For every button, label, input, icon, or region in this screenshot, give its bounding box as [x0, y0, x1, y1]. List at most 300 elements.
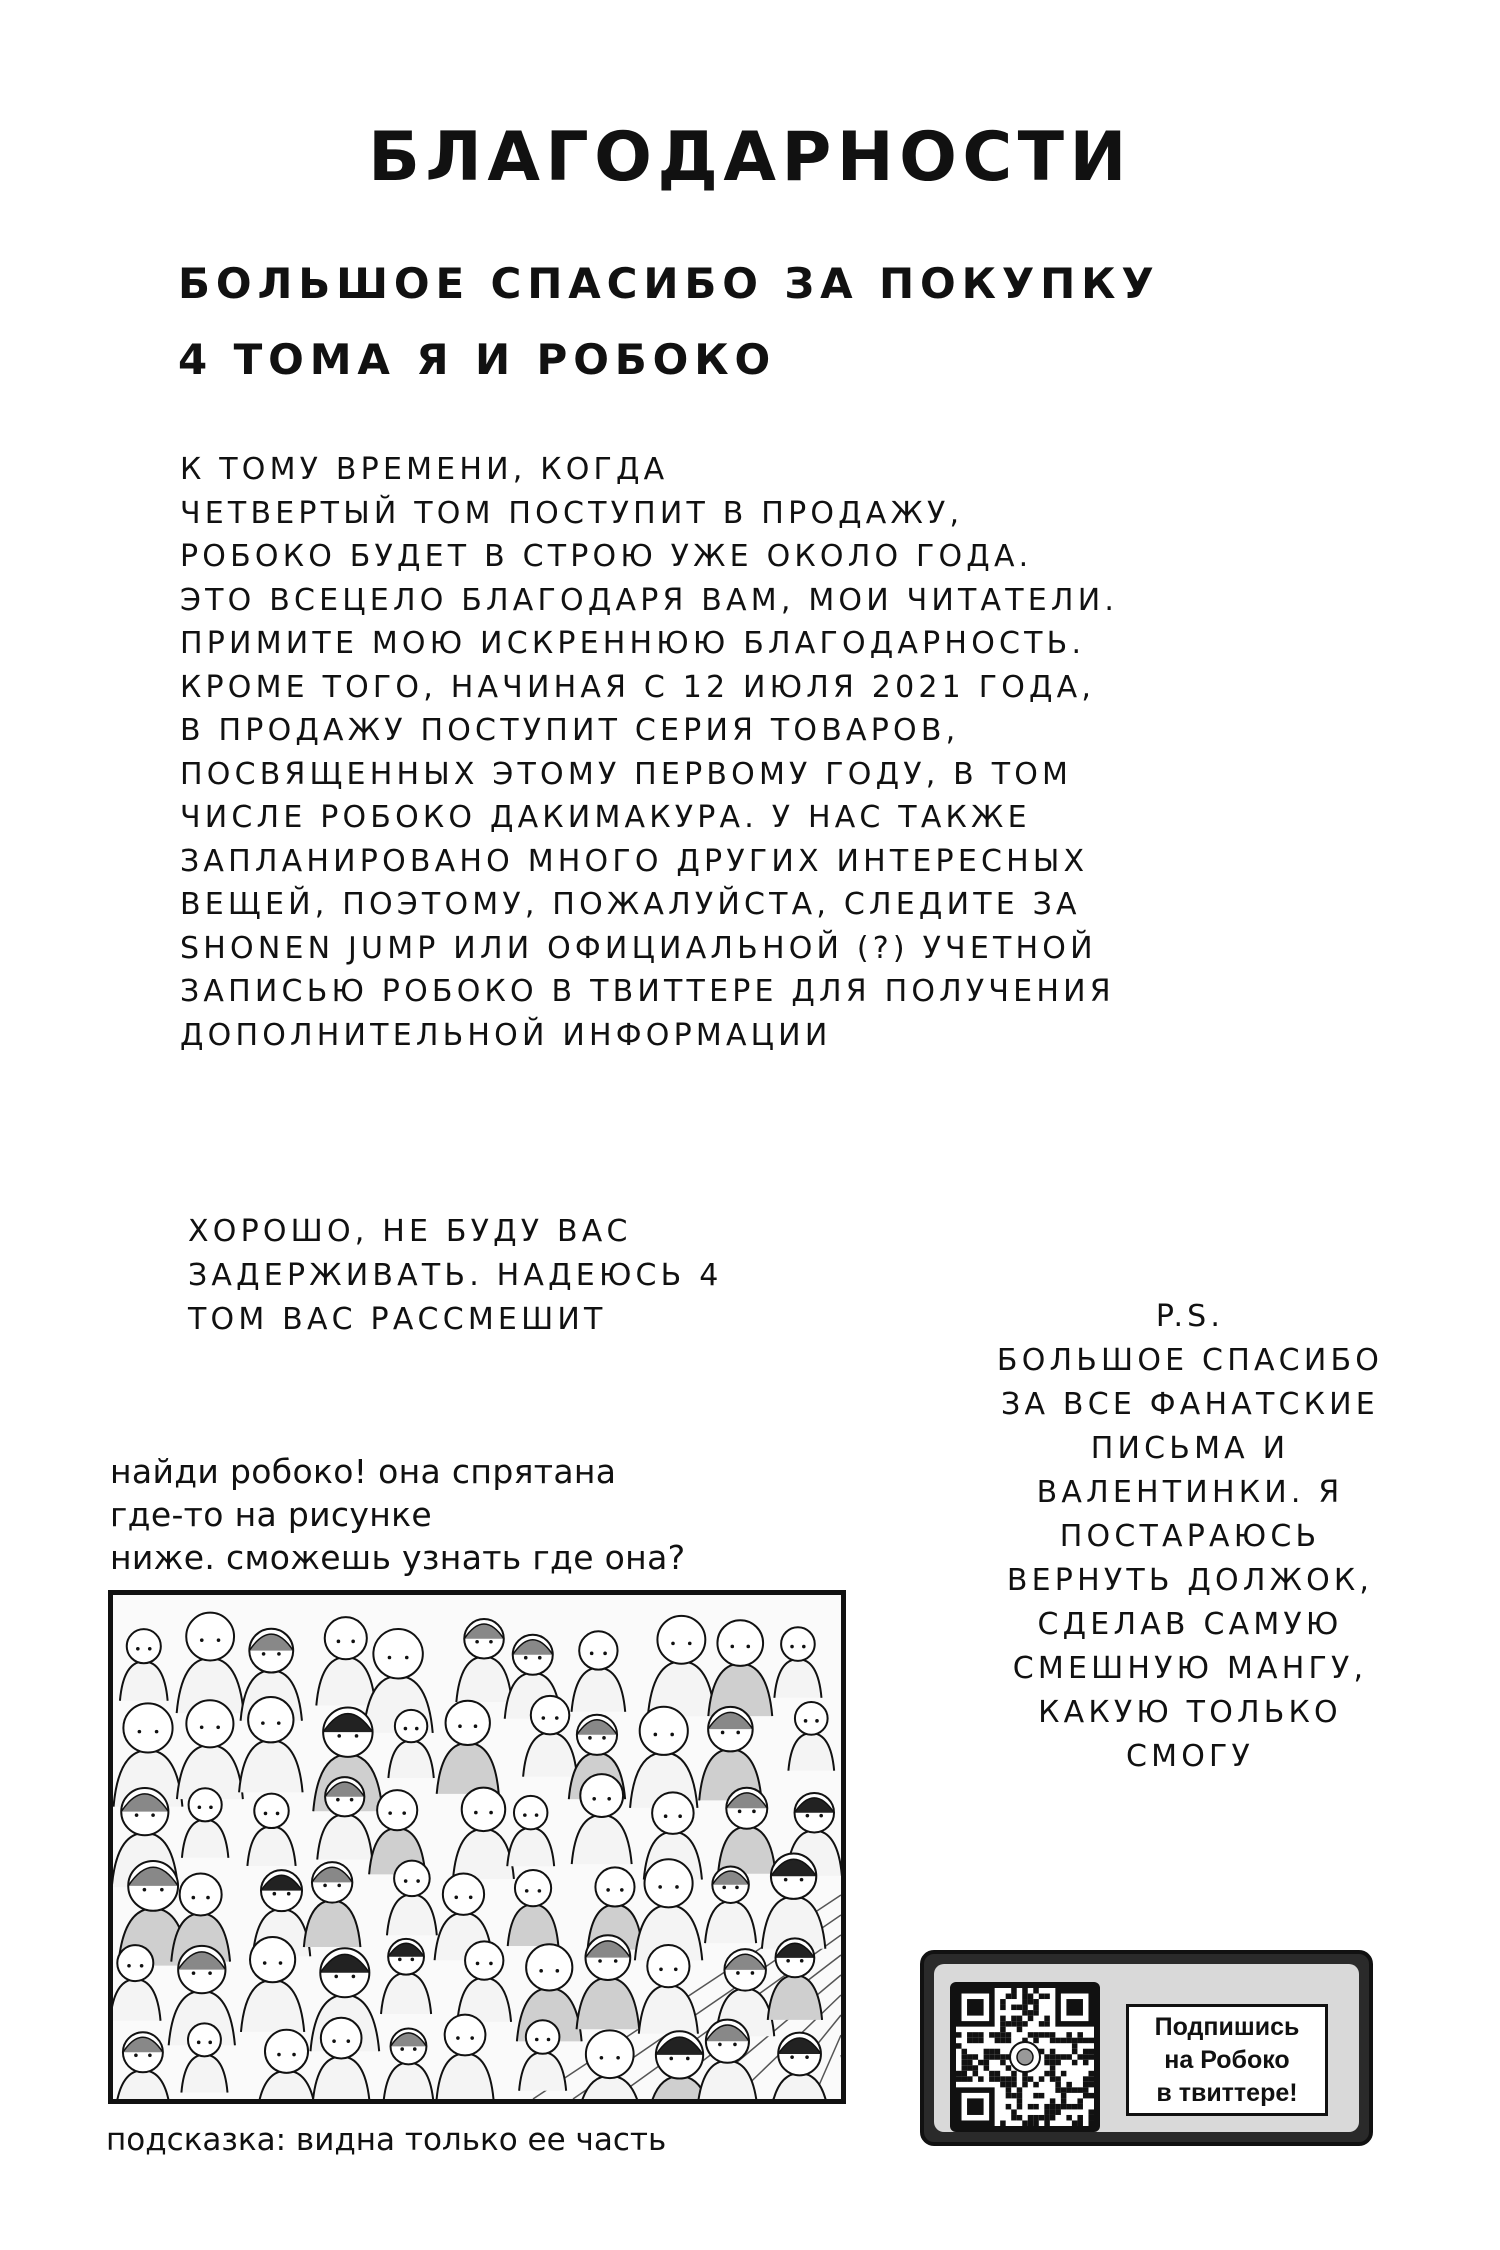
- person-head: [652, 1792, 694, 1834]
- person-eye: [200, 1638, 204, 1642]
- qr-module: [962, 2049, 968, 2055]
- qr-module: [967, 2060, 973, 2066]
- person-head: [394, 1861, 430, 1897]
- subtitle-line: 4 ТОМА Я И РОБОКО: [178, 335, 777, 384]
- person-body: [523, 1732, 577, 1776]
- person-eye: [606, 1888, 610, 1892]
- qr-module: [1011, 1994, 1017, 2000]
- person-eye: [806, 1814, 810, 1818]
- person-body: [316, 1657, 375, 1705]
- person-eye: [539, 1969, 543, 1973]
- qr-module: [1000, 2082, 1006, 2088]
- closing-note: [188, 1210, 888, 1342]
- person-eye: [155, 1730, 159, 1734]
- qr-module: [1044, 1994, 1050, 2000]
- qr-module: [1077, 2115, 1083, 2121]
- person-head: [180, 1873, 222, 1915]
- person-eye: [721, 1731, 725, 1735]
- person-eye: [733, 2043, 737, 2047]
- qr-module: [1000, 2060, 1006, 2066]
- qr-module: [1011, 2093, 1017, 2099]
- qr-module: [1066, 2054, 1072, 2060]
- person-head: [127, 1629, 161, 1663]
- qr-module: [1044, 2060, 1050, 2066]
- person-body: [256, 2071, 316, 2099]
- qr-module: [1055, 2060, 1061, 2066]
- person-eye: [273, 1892, 277, 1896]
- body-paragraph: [180, 448, 1300, 1057]
- person-head: [640, 1707, 688, 1755]
- qr-module: [989, 2054, 995, 2060]
- body-line: ЧИСЛЕ РОБОКО ДАКИМАКУРА. У НАС ТАКЖЕ: [180, 800, 1031, 835]
- person-eye: [334, 1975, 338, 1979]
- person-eye: [751, 1971, 755, 1975]
- qr-module: [1039, 2076, 1045, 2082]
- body-line: КРОМЕ ТОГО, НАЧИНАЯ С 12 ИЮЛЯ 2021 ГОДА,: [180, 669, 1096, 705]
- qr-module: [1055, 2076, 1061, 2082]
- qr-module: [995, 2049, 1001, 2055]
- qr-module: [1017, 2115, 1023, 2121]
- subscribe-label-box: [1126, 2004, 1328, 2116]
- person-eye: [208, 2041, 212, 2045]
- person-eye: [718, 2043, 722, 2047]
- body-line: ЗАПЛАНИРОВАНО МНОГО ДРУГИХ ИНТЕРЕСНЫХ: [180, 843, 1089, 879]
- qr-module: [1000, 2076, 1006, 2082]
- qr-module: [1000, 2027, 1006, 2033]
- qr-module: [1033, 1988, 1039, 1994]
- person-body: [182, 1820, 228, 1858]
- qr-module: [967, 2065, 973, 2071]
- person-eye: [607, 1797, 611, 1801]
- person-head: [645, 1859, 693, 1907]
- qr-module: [1088, 2120, 1094, 2126]
- person-eye: [688, 1642, 692, 1646]
- qr-module: [1000, 2016, 1006, 2022]
- person-eye: [261, 1721, 265, 1725]
- qr-module: [1083, 2054, 1089, 2060]
- body-line: ДОПОЛНИТЕЛЬНОЙ ИНФОРМАЦИИ: [180, 1017, 832, 1053]
- person-eye: [332, 2039, 336, 2043]
- qr-module: [1050, 2060, 1056, 2066]
- qr-module: [978, 2060, 984, 2066]
- qr-module: [1055, 2104, 1061, 2110]
- qr-module: [1077, 2098, 1083, 2104]
- person-eye: [337, 1884, 341, 1888]
- qr-module: [1050, 2038, 1056, 2044]
- qr-module: [1033, 2038, 1039, 2044]
- person-eye: [287, 1892, 291, 1896]
- qr-module: [1017, 2104, 1023, 2110]
- ps-line: КАКУЮ ТОЛЬКО: [1038, 1695, 1342, 1730]
- qr-module: [1022, 1988, 1028, 1994]
- page-title: БЛАГОДАРНОСТИ: [368, 118, 1132, 197]
- ps-line: СДЕЛАВ САМУЮ: [1037, 1607, 1343, 1642]
- person-eye: [404, 1727, 408, 1731]
- qr-module: [1000, 1999, 1006, 2005]
- qr-module: [1044, 2104, 1050, 2110]
- qr-module: [1072, 2087, 1078, 2093]
- person-eye: [337, 1640, 341, 1644]
- person-body: [456, 1657, 511, 1702]
- qr-module: [973, 2032, 979, 2038]
- person-head: [186, 1613, 234, 1661]
- qr-module: [1017, 2087, 1023, 2093]
- person-eye: [786, 1959, 790, 1963]
- qr-module: [1055, 2038, 1061, 2044]
- person-body: [519, 2052, 566, 2091]
- person-eye: [671, 1642, 675, 1646]
- qr-module: [1066, 2104, 1072, 2110]
- ps-line: ВЕРНУТЬ ДОЛЖОК,: [1006, 1563, 1374, 1598]
- person-head: [248, 1697, 293, 1742]
- body-line: РОБОКО БУДЕТ В СТРОЮ УЖЕ ОКОЛО ГОДА.: [180, 539, 1033, 574]
- person-body: [239, 1740, 303, 1792]
- qr-module: [1006, 2093, 1012, 2099]
- qr-module: [1011, 2109, 1017, 2115]
- qr-module: [956, 2071, 962, 2077]
- person-eye: [819, 1814, 823, 1818]
- person-eye: [489, 1640, 493, 1644]
- person-eye: [616, 2056, 620, 2060]
- qr-module: [1061, 2098, 1067, 2104]
- person-eye: [355, 1734, 359, 1738]
- subscribe-label: [1155, 2011, 1300, 2110]
- qr-module: [1088, 2071, 1094, 2077]
- person-eye: [208, 1971, 212, 1975]
- qr-module: [995, 2032, 1001, 2038]
- qr-module: [1039, 2115, 1045, 2121]
- qr-module: [1017, 2005, 1023, 2011]
- qr-module: [967, 2054, 973, 2060]
- qr-module: [1072, 2060, 1078, 2066]
- qr-module: [967, 2038, 973, 2044]
- qr-module: [1006, 2038, 1012, 2044]
- qr-module: [1044, 2054, 1050, 2060]
- postscript: [890, 1295, 1490, 1779]
- qr-module: [1033, 1999, 1039, 2005]
- ps-line: P.S.: [1155, 1299, 1225, 1334]
- person-eye: [264, 1812, 268, 1816]
- person-body: [774, 1659, 821, 1698]
- person-eye: [620, 1888, 624, 1892]
- person-eye: [555, 1716, 559, 1720]
- qr-module: [1028, 2104, 1034, 2110]
- person-body: [577, 1978, 640, 2029]
- person-head: [250, 1937, 295, 1982]
- person-body: [788, 1733, 834, 1771]
- person-eye: [350, 1798, 354, 1802]
- person-head: [580, 1774, 623, 1817]
- qr-module: [1017, 2016, 1023, 2022]
- qr-module: [978, 2076, 984, 2082]
- person-head: [395, 1710, 427, 1742]
- qr-module: [989, 2049, 995, 2055]
- person-eye: [614, 1959, 618, 1963]
- qr-finder-core: [967, 2098, 984, 2115]
- qr-module: [1028, 2016, 1034, 2022]
- qr-module: [1000, 2032, 1006, 2038]
- qr-finder-core: [967, 1999, 984, 2016]
- qr-module: [1039, 2032, 1045, 2038]
- person-eye: [790, 2055, 794, 2059]
- qr-module: [1044, 2016, 1050, 2022]
- person-head: [781, 1627, 815, 1661]
- qr-module: [1017, 2027, 1023, 2033]
- person-eye: [198, 1805, 202, 1809]
- person-eye: [388, 1656, 392, 1660]
- qr-module: [1088, 2038, 1094, 2044]
- qr-module: [1006, 1994, 1012, 2000]
- qr-module: [1033, 2005, 1039, 2011]
- person-eye: [802, 1645, 806, 1649]
- qr-module: [1022, 2021, 1028, 2027]
- person-eye: [337, 1734, 341, 1738]
- person-eye: [489, 1962, 493, 1966]
- person-eye: [722, 1886, 726, 1890]
- person-eye: [469, 1895, 473, 1899]
- qr-module: [1050, 2049, 1056, 2055]
- person-body: [697, 2061, 757, 2099]
- person-eye: [669, 2057, 673, 2061]
- qr-module: [995, 2071, 1001, 2077]
- closing-line: ЗАДЕРЖИВАТЬ. НАДЕЮСЬ 4: [188, 1258, 723, 1293]
- person-eye: [277, 1652, 281, 1656]
- qr-module: [1044, 2071, 1050, 2077]
- qr-module: [989, 2071, 995, 2077]
- person-eye: [800, 1878, 804, 1882]
- qr-module: [1077, 2032, 1083, 2038]
- qr-module: [956, 2043, 962, 2049]
- crowd-drawing: [113, 1595, 841, 2099]
- find-caption: [110, 1450, 810, 1579]
- qr-module: [1044, 2021, 1050, 2027]
- body-line: SHONEN JUMP ИЛИ ОФИЦИАЛЬНОЙ (?) УЧЕТНОЙ: [180, 930, 1097, 966]
- person-eye: [476, 1962, 480, 1966]
- qr-module: [1044, 2032, 1050, 2038]
- person-eye: [804, 1719, 808, 1723]
- person-eye: [136, 1647, 140, 1651]
- qr-module: [1077, 2104, 1083, 2110]
- person-body: [241, 1980, 304, 2032]
- person-eye: [206, 1896, 210, 1900]
- qr-module: [1055, 2087, 1061, 2093]
- person-eye: [456, 2036, 460, 2040]
- qr-module: [962, 2065, 968, 2071]
- qr-module: [1077, 2054, 1083, 2060]
- ps-line: СМОГУ: [1125, 1739, 1255, 1774]
- qr-module: [962, 2054, 968, 2060]
- qr-module: [1061, 2071, 1067, 2077]
- person-body: [387, 1894, 437, 1935]
- qr-module: [1000, 2038, 1006, 2044]
- person-head: [647, 1945, 689, 1987]
- qr-module: [1028, 2120, 1034, 2126]
- qr-module: [1050, 2076, 1056, 2082]
- body-line: ВЕЩЕЙ, ПОЭТОМУ, ПОЖАЛУЙСТА, СЛЕДИТЕ ЗА: [180, 887, 1081, 922]
- person-eye: [736, 1731, 740, 1735]
- person-eye: [192, 1971, 196, 1975]
- person-eye: [148, 1647, 152, 1651]
- person-eye: [347, 2039, 351, 2043]
- qr-module: [984, 2060, 990, 2066]
- qr-module: [1017, 2098, 1023, 2104]
- person-eye: [192, 1896, 196, 1900]
- person-head: [586, 2030, 634, 2078]
- person-eye: [538, 1656, 542, 1660]
- qr-module: [1000, 2120, 1006, 2126]
- qr-module: [1083, 2087, 1089, 2093]
- qr-module: [967, 2032, 973, 2038]
- qr-module: [1017, 2093, 1023, 2099]
- qr-module: [1028, 2076, 1034, 2082]
- qr-module: [1077, 2120, 1083, 2126]
- qr-module: [956, 2032, 962, 2038]
- person-body: [639, 1985, 698, 2034]
- person-head: [377, 1790, 417, 1830]
- qr-module: [967, 2076, 973, 2082]
- qr-module: [1006, 2076, 1012, 2082]
- person-eye: [474, 1811, 478, 1815]
- qr-module: [995, 2038, 1001, 2044]
- person-head: [595, 1867, 634, 1906]
- person-eye: [475, 1640, 479, 1644]
- person-eye: [276, 1812, 280, 1816]
- person-eye: [815, 1719, 819, 1723]
- person-body: [507, 1828, 554, 1867]
- person-eye: [216, 1726, 220, 1730]
- person-head: [579, 1631, 617, 1669]
- qr-module: [1000, 2021, 1006, 2027]
- body-line: К ТОМУ ВРЕМЕНИ, КОГДА: [180, 452, 669, 487]
- qr-module: [1006, 2065, 1012, 2071]
- qr-module: [1066, 2032, 1072, 2038]
- qr-module: [1022, 2076, 1028, 2082]
- closing-line: ТОМ ВАС РАССМЕШИТ: [188, 1302, 607, 1337]
- person-head: [515, 1870, 551, 1906]
- qr-module: [1050, 2115, 1056, 2121]
- qr-module: [1000, 2054, 1006, 2060]
- qr-module: [1088, 2115, 1094, 2121]
- person-eye: [735, 1886, 739, 1890]
- person-eye: [738, 1810, 742, 1814]
- subscribe-line: в твиттере!: [1156, 2078, 1298, 2107]
- qr-module: [1044, 2109, 1050, 2115]
- qr-module: [1028, 2115, 1034, 2121]
- person-eye: [277, 1721, 281, 1725]
- person-eye: [674, 1967, 678, 1971]
- qr-module: [1083, 2049, 1089, 2055]
- person-eye: [138, 1730, 142, 1734]
- qr-module: [1083, 2082, 1089, 2088]
- qr-module: [973, 2054, 979, 2060]
- qr-module: [1033, 2104, 1039, 2110]
- qr-module: [1028, 1999, 1034, 2005]
- qr-logo-face: [1017, 2049, 1033, 2065]
- person-eye: [805, 2055, 809, 2059]
- twitter-subscribe-card[interactable]: [920, 1950, 1373, 2146]
- person-eye: [535, 1813, 539, 1817]
- qr-module: [1083, 2038, 1089, 2044]
- person-head: [123, 1703, 172, 1752]
- person-head: [325, 1617, 367, 1659]
- ps-line: БОЛЬШОЕ СПАСИБО: [996, 1343, 1384, 1378]
- qr-module: [1022, 2005, 1028, 2011]
- person-body: [388, 1741, 433, 1778]
- qr-code[interactable]: [950, 1982, 1100, 2132]
- qr-module: [973, 2065, 979, 2071]
- person-eye: [416, 1879, 420, 1883]
- person-head: [531, 1696, 569, 1734]
- person-eye: [413, 2047, 417, 2051]
- qr-module: [1088, 2054, 1094, 2060]
- qr-module: [1055, 2054, 1061, 2060]
- person-eye: [160, 1888, 164, 1892]
- body-line: ЭТО ВСЕЦЕЛО БЛАГОДАРЯ ВАМ, МОИ ЧИТАТЕЛИ.: [180, 582, 1119, 618]
- qr-module: [962, 2060, 968, 2066]
- qr-module: [1083, 2076, 1089, 2082]
- person-eye: [127, 1964, 131, 1968]
- person-eye: [474, 1724, 478, 1728]
- person-body: [381, 1973, 431, 2014]
- find-line: найди робоко! она спрятана: [110, 1452, 617, 1491]
- qr-module: [1006, 2082, 1012, 2088]
- person-body: [313, 2056, 370, 2099]
- person-head: [514, 1796, 547, 1829]
- body-line: ЧЕТВЕРТЫЙ ТОМ ПОСТУПИТ В ПРОДАЖУ,: [180, 495, 964, 531]
- person-eye: [411, 1958, 415, 1962]
- body-line: ЗАПИСЬЮ РОБОКО В ТВИТТЕРЕ ДЛЯ ПОЛУЧЕНИЯ: [180, 974, 1115, 1009]
- person-body: [572, 1815, 632, 1864]
- person-eye: [670, 1733, 674, 1737]
- person-eye: [279, 1961, 283, 1965]
- qr-module: [1039, 2021, 1045, 2027]
- ps-line: ПОСТАРАЮСЬ: [1059, 1519, 1321, 1554]
- person-eye: [602, 1736, 606, 1740]
- person-eye: [784, 1878, 788, 1882]
- person-eye: [664, 1814, 668, 1818]
- person-body: [437, 1743, 499, 1794]
- qr-module: [1011, 2071, 1017, 2077]
- find-line: где-то на рисунке: [110, 1495, 433, 1534]
- person-eye: [746, 1645, 750, 1649]
- qr-module: [1088, 2049, 1094, 2055]
- person-head: [526, 2020, 560, 2054]
- person-eye: [263, 1961, 267, 1965]
- qr-module: [1028, 2010, 1034, 2016]
- person-eye: [736, 1971, 740, 1975]
- qr-module: [1061, 2054, 1067, 2060]
- person-eye: [800, 1959, 804, 1963]
- person-eye: [752, 1810, 756, 1814]
- person-eye: [277, 2053, 281, 2057]
- qr-module: [1022, 2120, 1028, 2126]
- qr-module: [978, 2038, 984, 2044]
- person-eye: [148, 2053, 152, 2057]
- person-body: [576, 2076, 643, 2099]
- person-eye: [523, 1813, 527, 1817]
- qr-module: [989, 2032, 995, 2038]
- qr-module: [1083, 2060, 1089, 2066]
- qr-module: [1061, 2093, 1067, 2099]
- person-eye: [675, 1885, 679, 1889]
- person-eye: [336, 1798, 340, 1802]
- qr-module: [1088, 2076, 1094, 2082]
- qr-module: [984, 2049, 990, 2055]
- body-line: ПОСВЯЩЕННЫХ ЭТОМУ ПЕРВОМУ ГОДУ, В ТОМ: [180, 756, 1073, 792]
- person-head: [188, 2023, 221, 2056]
- subtitle: [178, 246, 1378, 398]
- person-head: [254, 1794, 288, 1828]
